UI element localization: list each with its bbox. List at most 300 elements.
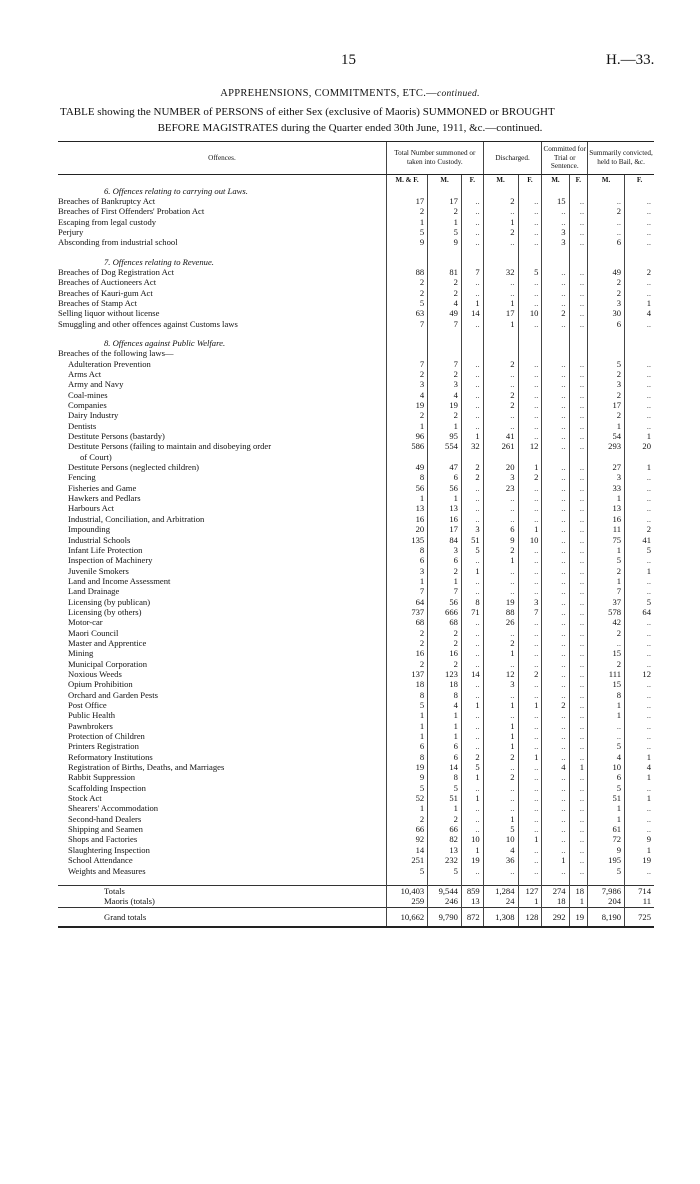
cell: 17 xyxy=(428,524,462,534)
row-label: Escaping from legal custody xyxy=(58,216,157,227)
cell: 1 xyxy=(569,762,588,772)
cell: 10 xyxy=(483,834,518,844)
cell: .. xyxy=(569,227,588,237)
cell: 2 xyxy=(386,814,427,824)
cell: .. xyxy=(461,659,483,669)
cell: .. xyxy=(461,493,483,503)
cell: 1 xyxy=(386,721,427,731)
row-label: Companies xyxy=(68,400,107,411)
cell: 2 xyxy=(428,277,462,287)
cell: 6 xyxy=(428,741,462,751)
table-row xyxy=(58,227,654,237)
cell: 27 xyxy=(588,462,625,472)
cell: 52 xyxy=(386,793,427,803)
table-row xyxy=(58,514,654,524)
cell: .. xyxy=(625,690,654,700)
cell: 88 xyxy=(386,267,427,277)
cell: .. xyxy=(569,555,588,565)
cell: 3 xyxy=(386,379,427,389)
cell: 51 xyxy=(588,793,625,803)
cell: .. xyxy=(542,206,569,216)
cell: .. xyxy=(542,834,569,844)
row-label: Post Office xyxy=(68,700,107,710)
cell: 3 xyxy=(428,379,462,389)
cell: 1 xyxy=(625,752,654,762)
cell: .. xyxy=(542,824,569,834)
table-row xyxy=(58,524,654,534)
cell: 14 xyxy=(461,308,483,318)
cell: 259 xyxy=(386,896,427,907)
cell: .. xyxy=(542,441,569,451)
cell: .. xyxy=(461,206,483,216)
cell: .. xyxy=(518,648,542,658)
cell: .. xyxy=(518,196,542,206)
row-label: Opium Prohibition xyxy=(68,679,133,690)
cell: .. xyxy=(569,400,588,410)
cell: .. xyxy=(569,741,588,751)
cell: 3 xyxy=(588,379,625,389)
row-label: Shearers' Accommodation xyxy=(68,803,159,814)
cell: 1 xyxy=(386,421,427,431)
row-label: Maori Council xyxy=(68,627,119,638)
cell: .. xyxy=(625,390,654,400)
cell: 1 xyxy=(542,855,569,865)
cell: 19 xyxy=(625,855,654,865)
cell: .. xyxy=(542,586,569,596)
table-row xyxy=(58,390,654,400)
cell: .. xyxy=(569,710,588,720)
cell: .. xyxy=(625,227,654,237)
cell: 123 xyxy=(428,669,462,679)
row-label: Protection of Children xyxy=(68,731,145,742)
table-row xyxy=(58,772,654,782)
cell: .. xyxy=(518,731,542,741)
cell: 20 xyxy=(483,462,518,472)
cell: 15 xyxy=(588,679,625,689)
cell: 2 xyxy=(461,752,483,762)
cell: 41 xyxy=(483,431,518,441)
cell: 2 xyxy=(428,659,462,669)
cell: 16 xyxy=(386,648,427,658)
cell: 84 xyxy=(428,535,462,545)
row-label: Impounding xyxy=(68,524,111,535)
cell: 36 xyxy=(483,855,518,865)
cell: 3 xyxy=(542,237,569,247)
cell: 9,790 xyxy=(428,907,462,927)
cell: .. xyxy=(483,576,518,586)
cell: .. xyxy=(483,237,518,247)
cell: .. xyxy=(461,741,483,751)
cell: 26 xyxy=(483,617,518,627)
table-row xyxy=(58,586,654,596)
cell: .. xyxy=(542,576,569,586)
row-label: Arms Act xyxy=(68,369,102,379)
row-label: Noxious Weeds xyxy=(68,668,122,679)
cell: 1 xyxy=(483,741,518,751)
cell: .. xyxy=(461,503,483,513)
cell: .. xyxy=(542,659,569,669)
cell: .. xyxy=(461,783,483,793)
table-row xyxy=(58,431,654,441)
cell: 5 xyxy=(588,359,625,369)
cell: .. xyxy=(569,576,588,586)
section-heading: 7. Offences relating to Revenue. xyxy=(104,256,214,267)
cell: 1 xyxy=(588,803,625,813)
cell: .. xyxy=(518,400,542,410)
cell: .. xyxy=(518,277,542,287)
table-caption-line-1: TABLE showing the NUMBER of PERSONS of either Sex (exclusive of Maoris) SUMMONED or BROUGHT xyxy=(60,106,555,118)
cell: .. xyxy=(625,803,654,813)
cell: 2 xyxy=(386,288,427,298)
cell: 1 xyxy=(428,710,462,720)
cell: .. xyxy=(569,298,588,308)
cell: .. xyxy=(518,514,542,524)
cell: .. xyxy=(569,390,588,400)
cell: 42 xyxy=(588,617,625,627)
cell: 8 xyxy=(386,472,427,482)
cell: 4 xyxy=(428,700,462,710)
cell: .. xyxy=(625,576,654,586)
table-row xyxy=(58,793,654,803)
cell: .. xyxy=(518,555,542,565)
cell: .. xyxy=(569,308,588,318)
cell: .. xyxy=(518,814,542,824)
cell: .. xyxy=(569,319,588,329)
cell: 56 xyxy=(386,483,427,493)
cell: .. xyxy=(461,483,483,493)
cell: .. xyxy=(569,545,588,555)
table-row xyxy=(58,237,654,247)
cell: 246 xyxy=(428,896,462,907)
cell: .. xyxy=(483,628,518,638)
cell: 2 xyxy=(428,628,462,638)
row-label: School Attendance xyxy=(68,855,133,866)
table-row xyxy=(58,319,654,329)
cell: 7 xyxy=(518,607,542,617)
cell: 2 xyxy=(588,369,625,379)
cell: .. xyxy=(569,369,588,379)
cell: .. xyxy=(569,472,588,482)
cell: .. xyxy=(625,710,654,720)
cell: 2 xyxy=(461,472,483,482)
subheader-f: F. xyxy=(625,174,654,186)
cell: 737 xyxy=(386,607,427,617)
cell: .. xyxy=(625,410,654,420)
cell: 137 xyxy=(386,669,427,679)
cell: .. xyxy=(483,514,518,524)
cell: 11 xyxy=(588,524,625,534)
cell: 7 xyxy=(428,319,462,329)
cell: 1 xyxy=(461,845,483,855)
table-row xyxy=(58,731,654,741)
row-label: Breaches of Bankruptcy Act xyxy=(58,195,156,206)
cell: .. xyxy=(625,679,654,689)
cell: 2 xyxy=(588,659,625,669)
cell: .. xyxy=(542,493,569,503)
cell: .. xyxy=(461,628,483,638)
row-label: Second-hand Dealers xyxy=(68,813,142,824)
row-label: Rabbit Suppression xyxy=(68,772,136,783)
table-row xyxy=(58,576,654,586)
cell: .. xyxy=(483,793,518,803)
cell: .. xyxy=(542,277,569,287)
row-label: Scaffolding Inspection xyxy=(68,782,146,793)
cell: .. xyxy=(518,493,542,503)
cell: 13 xyxy=(461,896,483,907)
section-title-text: APPREHENSIONS, COMMITMENTS, ETC.— xyxy=(220,88,437,99)
cell: .. xyxy=(461,824,483,834)
cell: .. xyxy=(461,359,483,369)
cell: .. xyxy=(542,803,569,813)
cell: .. xyxy=(588,638,625,648)
cell: 32 xyxy=(461,441,483,451)
table-row xyxy=(58,597,654,607)
table-row xyxy=(58,814,654,824)
spacer-row xyxy=(58,248,654,257)
cell: 7 xyxy=(428,586,462,596)
cell: 92 xyxy=(386,834,427,844)
cell: 2 xyxy=(542,700,569,710)
cell: 18 xyxy=(386,679,427,689)
cell: .. xyxy=(461,679,483,689)
cell: .. xyxy=(569,441,588,451)
row-label-continuation: of Court) xyxy=(80,451,112,462)
section-heading-row xyxy=(58,338,654,348)
cell: .. xyxy=(569,267,588,277)
table-row xyxy=(58,483,654,493)
cell: 128 xyxy=(518,907,542,927)
offences-table xyxy=(58,141,654,928)
cell: .. xyxy=(569,196,588,206)
cell: 1 xyxy=(428,493,462,503)
table-row xyxy=(58,834,654,844)
cell: 1 xyxy=(483,814,518,824)
cell: .. xyxy=(461,555,483,565)
cell: 2 xyxy=(518,472,542,482)
cell: .. xyxy=(625,741,654,751)
cell: .. xyxy=(569,679,588,689)
cell: 13 xyxy=(588,503,625,513)
cell: 1 xyxy=(483,217,518,227)
cell: .. xyxy=(625,628,654,638)
cell: 8,190 xyxy=(588,907,625,927)
cell: .. xyxy=(625,824,654,834)
cell: 37 xyxy=(588,597,625,607)
cell: 3 xyxy=(461,524,483,534)
cell: .. xyxy=(461,421,483,431)
cell: .. xyxy=(518,566,542,576)
row-label: Grand totals xyxy=(58,907,386,927)
cell: 3 xyxy=(588,472,625,482)
cell: .. xyxy=(461,369,483,379)
table-row xyxy=(58,206,654,216)
cell: 1 xyxy=(386,710,427,720)
cell: .. xyxy=(542,431,569,441)
cell: 2 xyxy=(386,206,427,216)
row-label: Smuggling and other offences against Customs laws xyxy=(58,318,238,329)
cell: 88 xyxy=(483,607,518,617)
cell: .. xyxy=(588,196,625,206)
cell: .. xyxy=(483,493,518,503)
cell: .. xyxy=(569,607,588,617)
cell: 2 xyxy=(625,267,654,277)
cell: .. xyxy=(542,617,569,627)
cell: 2 xyxy=(386,277,427,287)
cell: 51 xyxy=(428,793,462,803)
table-row xyxy=(58,308,654,318)
cell: .. xyxy=(569,638,588,648)
row-label: Maoris (totals) xyxy=(104,896,155,907)
row-label: Land Drainage xyxy=(68,586,120,597)
subheader-f: F. xyxy=(518,174,542,186)
cell: 9,544 xyxy=(428,885,462,896)
cell: .. xyxy=(542,793,569,803)
cell: 1 xyxy=(428,421,462,431)
cell: 8 xyxy=(461,597,483,607)
cell: .. xyxy=(542,379,569,389)
cell: .. xyxy=(542,288,569,298)
cell: 1 xyxy=(625,772,654,782)
cell: 7 xyxy=(386,319,427,329)
cell: .. xyxy=(569,659,588,669)
cell: 1 xyxy=(483,700,518,710)
cell: 1 xyxy=(518,896,542,907)
cell: 54 xyxy=(588,431,625,441)
cell: 10 xyxy=(518,308,542,318)
table-row xyxy=(58,669,654,679)
cell: 261 xyxy=(483,441,518,451)
cell: .. xyxy=(569,855,588,865)
cell: 1 xyxy=(428,731,462,741)
table-row xyxy=(58,379,654,389)
cell: .. xyxy=(518,421,542,431)
cell: 5 xyxy=(461,545,483,555)
cell: 2 xyxy=(483,196,518,206)
cell: 1 xyxy=(625,845,654,855)
table-row xyxy=(58,783,654,793)
cell: .. xyxy=(518,288,542,298)
row-label: Dentists xyxy=(68,420,97,431)
cell: 4 xyxy=(483,845,518,855)
cell: 47 xyxy=(428,462,462,472)
cell: 9 xyxy=(588,845,625,855)
cell: .. xyxy=(625,555,654,565)
cell: .. xyxy=(588,227,625,237)
cell: 81 xyxy=(428,267,462,277)
cell: .. xyxy=(542,638,569,648)
cell: 1 xyxy=(625,793,654,803)
row-label: Industrial, Conciliation, and Arbitration xyxy=(68,513,205,524)
cell: 2 xyxy=(386,659,427,669)
row-label: Absconding from industrial school xyxy=(58,237,178,248)
cell: 578 xyxy=(588,607,625,617)
cell: .. xyxy=(461,379,483,389)
cell: 41 xyxy=(625,535,654,545)
cell: 293 xyxy=(588,441,625,451)
group-heading-row xyxy=(58,348,654,358)
row-label: Industrial Schools xyxy=(68,534,131,545)
cell: 7 xyxy=(461,267,483,277)
table-body xyxy=(58,174,654,927)
cell: 16 xyxy=(428,648,462,658)
cell: 71 xyxy=(461,607,483,617)
cell: .. xyxy=(542,566,569,576)
subheader-m: M. xyxy=(428,174,462,186)
cell: 8 xyxy=(588,690,625,700)
cell: .. xyxy=(542,421,569,431)
cell: .. xyxy=(569,752,588,762)
cell: 1 xyxy=(518,524,542,534)
cell: 33 xyxy=(588,483,625,493)
cell: .. xyxy=(518,586,542,596)
page-number: 15 xyxy=(341,52,356,68)
cell: 1 xyxy=(518,752,542,762)
cell: 23 xyxy=(483,483,518,493)
cell: 12 xyxy=(518,441,542,451)
subheader-m: M. xyxy=(542,174,569,186)
table-row xyxy=(58,493,654,503)
cell: .. xyxy=(461,288,483,298)
cell: .. xyxy=(518,237,542,247)
cell: .. xyxy=(569,410,588,420)
row-label: Slaughtering Inspection xyxy=(68,844,150,855)
table-row xyxy=(58,690,654,700)
cell: .. xyxy=(569,503,588,513)
row-label: Fencing xyxy=(68,472,96,483)
row-label: Breaches of Dog Registration Act xyxy=(58,266,174,277)
row-label: Stock Act xyxy=(68,793,102,804)
cell: 19 xyxy=(386,400,427,410)
cell: .. xyxy=(625,319,654,329)
cell: .. xyxy=(518,359,542,369)
row-label: Shipping and Seamen xyxy=(68,824,143,835)
cell: .. xyxy=(625,783,654,793)
cell: .. xyxy=(569,431,588,441)
cell: .. xyxy=(625,369,654,379)
cell: .. xyxy=(625,400,654,410)
cell: 51 xyxy=(461,535,483,545)
cell: 6 xyxy=(588,237,625,247)
cell: 5 xyxy=(428,227,462,237)
cell: .. xyxy=(542,503,569,513)
cell: 2 xyxy=(428,410,462,420)
cell: 3 xyxy=(483,472,518,482)
row-label: Licensing (by publican) xyxy=(68,596,151,607)
cell: 4 xyxy=(428,298,462,308)
cell: .. xyxy=(569,206,588,216)
cell: .. xyxy=(542,845,569,855)
cell: .. xyxy=(518,710,542,720)
cell: .. xyxy=(569,493,588,503)
cell: 1 xyxy=(461,793,483,803)
cell: .. xyxy=(542,400,569,410)
row-label: Army and Navy xyxy=(68,379,124,390)
row-label: Hawkers and Pedlars xyxy=(68,493,141,504)
table-row xyxy=(58,752,654,762)
cell: 6 xyxy=(428,752,462,762)
cell: .. xyxy=(461,277,483,287)
cell: .. xyxy=(542,319,569,329)
table-row xyxy=(58,400,654,410)
table-row xyxy=(58,359,654,369)
subheader-f: F. xyxy=(569,174,588,186)
cell: .. xyxy=(542,721,569,731)
table-row xyxy=(58,855,654,865)
table-row xyxy=(58,545,654,555)
spacer-row xyxy=(58,876,654,886)
document-reference: H.—33. xyxy=(606,52,655,68)
cell: .. xyxy=(542,648,569,658)
